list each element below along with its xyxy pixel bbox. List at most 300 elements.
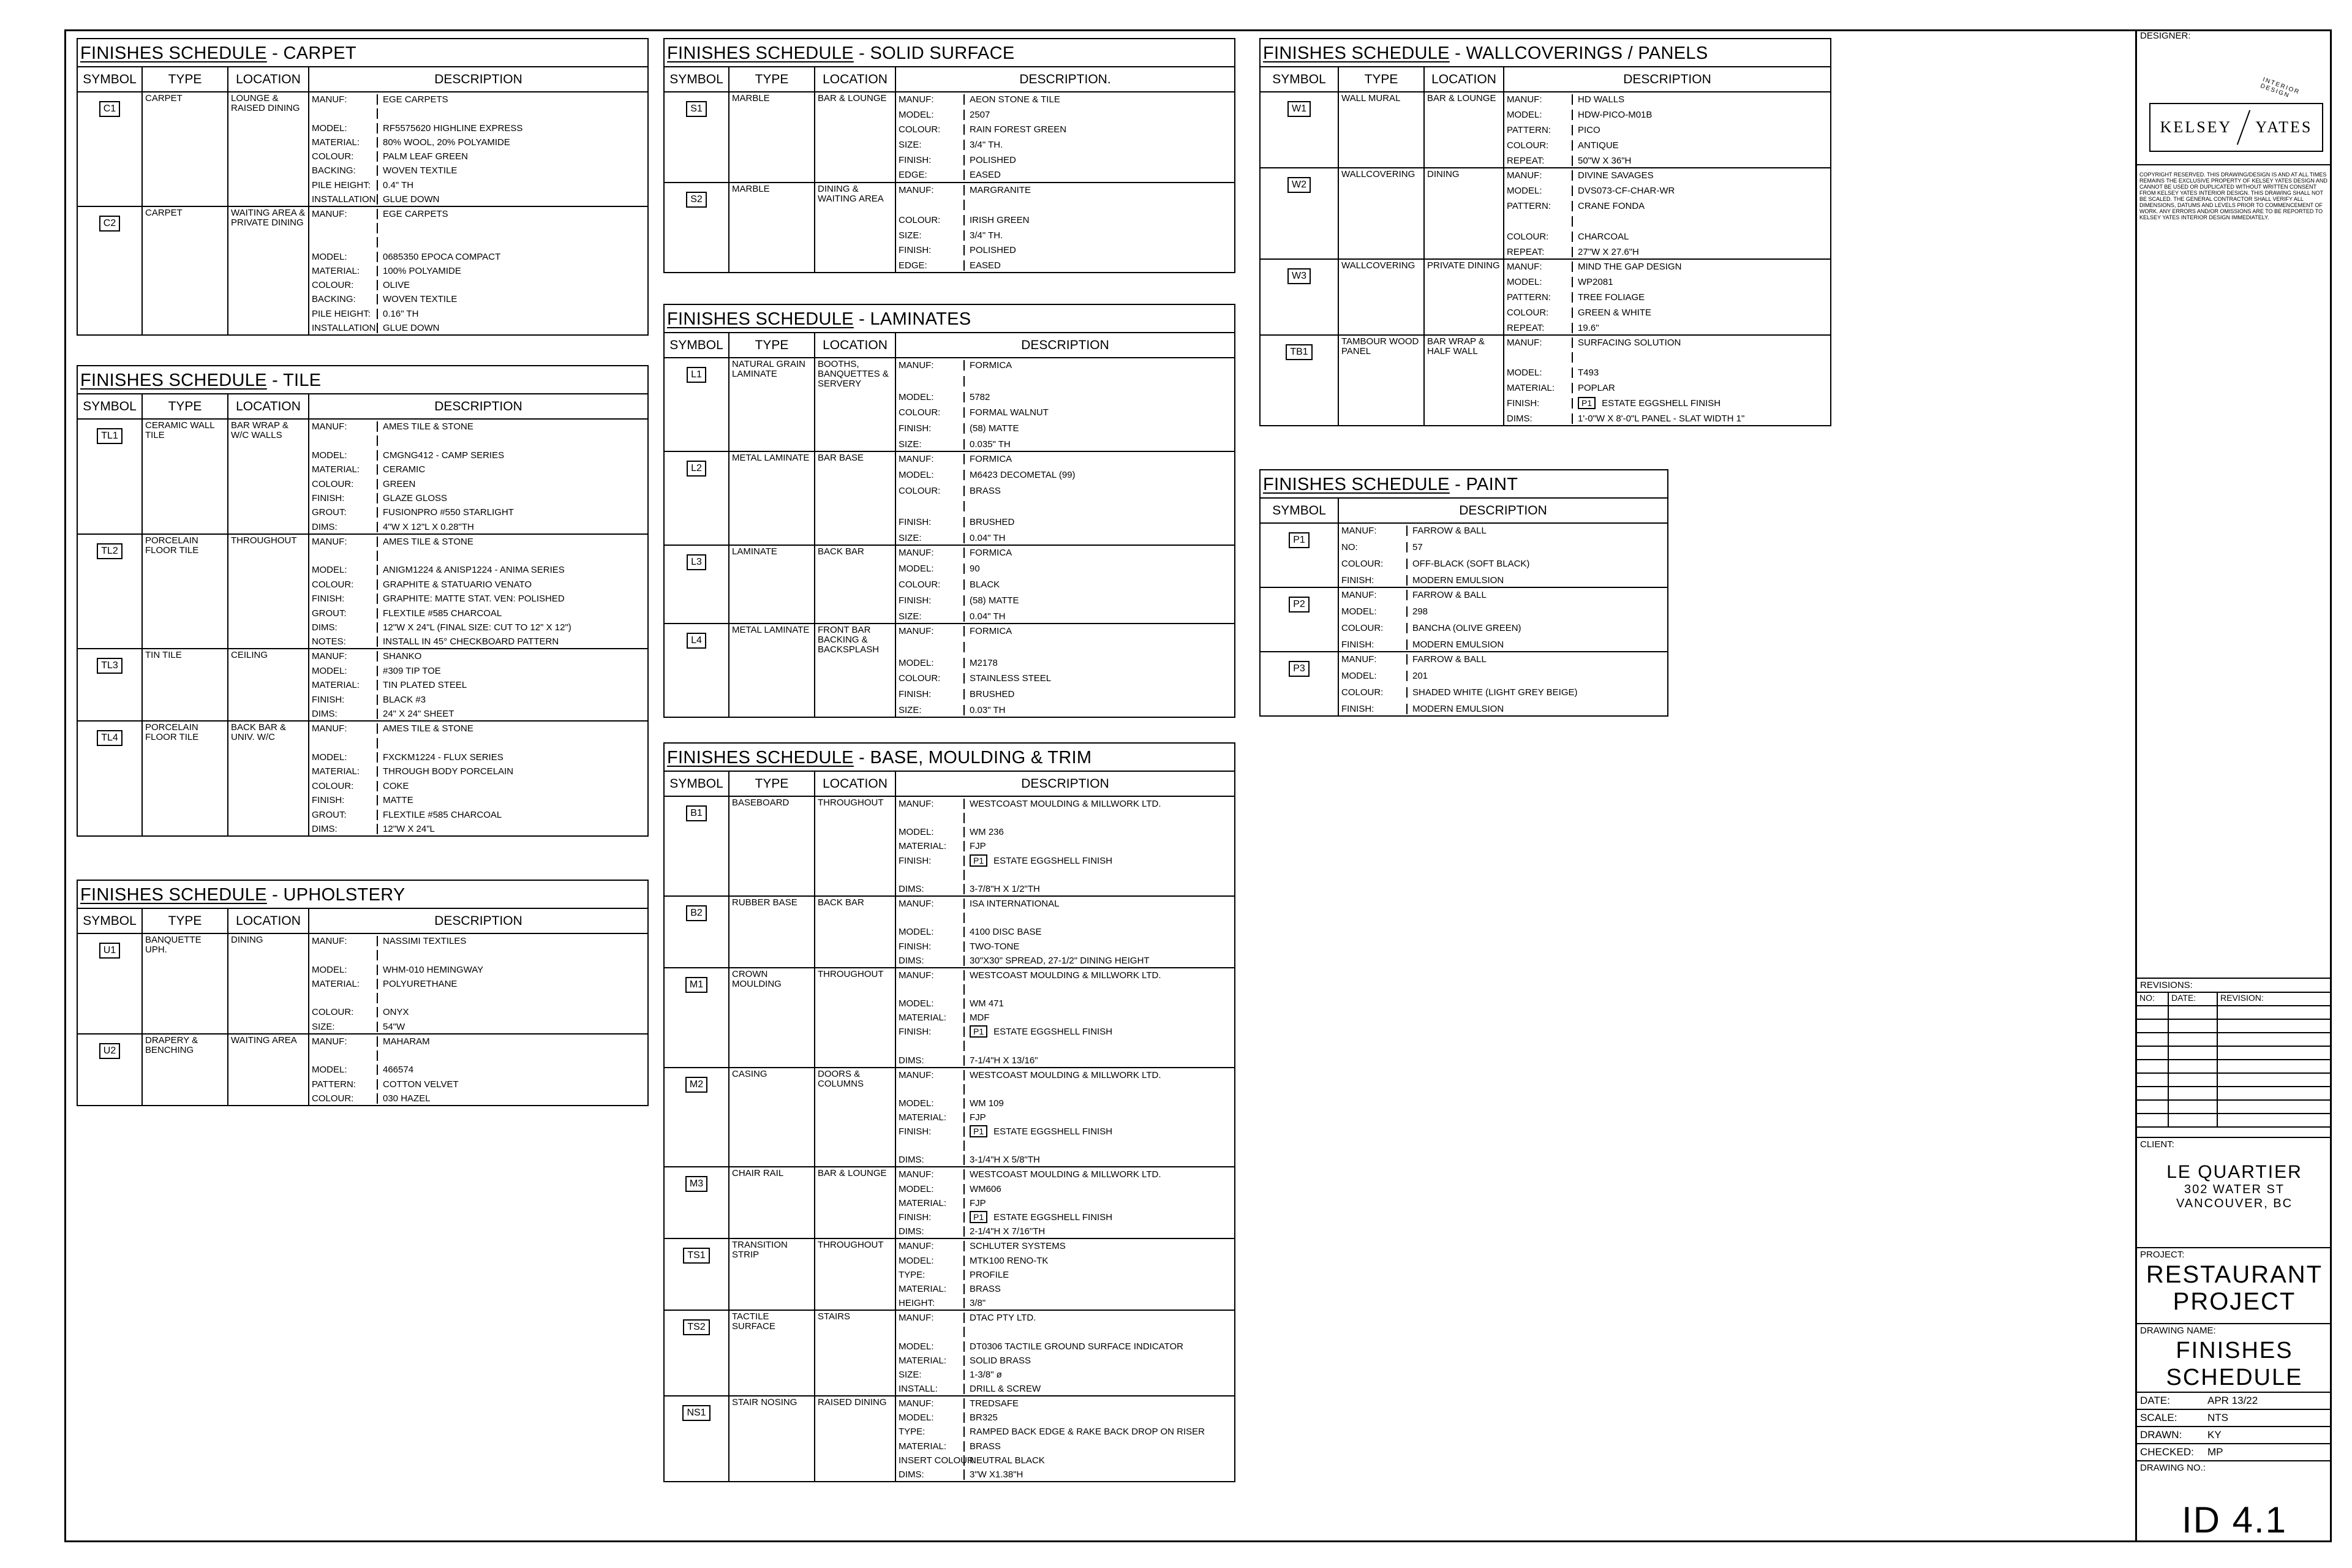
description-key: COLOUR: — [896, 407, 965, 418]
description-key: MODEL: — [309, 123, 378, 134]
description-key: FINISH: — [896, 1027, 965, 1037]
project-section — [2137, 1247, 2332, 1323]
description-line — [309, 810, 647, 820]
table-row — [78, 934, 647, 1035]
description-line — [896, 1184, 1234, 1194]
column-header: DESCRIPTION — [1021, 338, 1109, 352]
description-line — [309, 137, 647, 148]
description-value: WHM-010 HEMINGWAY — [383, 964, 484, 975]
description-key: SIZE: — [896, 1370, 965, 1380]
table-row — [78, 420, 647, 535]
description-key: FINISH: — [1339, 575, 1408, 586]
tile-schedule — [77, 365, 649, 837]
description-key — [896, 376, 965, 386]
description-line — [309, 479, 647, 489]
description-value — [965, 1212, 1112, 1223]
logo — [2149, 103, 2323, 152]
description-value: GRAPHITE & STATUARIO VENATO — [383, 579, 532, 590]
column-header: DESCRIPTION — [434, 399, 522, 413]
symbol-tag: TL1 — [97, 428, 123, 444]
description-value: GREEN — [383, 478, 416, 489]
description-key: MATERIAL: — [896, 1441, 965, 1452]
schedule-title-suffix: - BASE, MOULDING & TRIM — [853, 748, 1092, 767]
schedule-title-suffix: - UPHOLSTERY — [266, 885, 405, 905]
description-key: COLOUR: — [1339, 687, 1408, 698]
description-value — [965, 642, 970, 652]
description-key: MATERIAL: — [1504, 383, 1573, 393]
description-line — [896, 642, 1234, 652]
description-key — [309, 950, 378, 960]
description-line — [896, 94, 1234, 105]
description-value: 3/4" TH. — [970, 140, 1003, 151]
description-value: (58) MATTE — [970, 423, 1019, 434]
table-row — [1261, 524, 1667, 588]
description-line — [309, 464, 647, 475]
drawing-meta-section — [2137, 1392, 2332, 1541]
description-value: AEON STONE & TILE — [970, 94, 1060, 105]
column-header: DESCRIPTION — [434, 914, 522, 928]
description-key: MODEL: — [896, 110, 965, 120]
description-value: MARGRANITE — [970, 184, 1031, 195]
description-value — [965, 870, 970, 880]
checked-label: CHECKED: — [2140, 1446, 2194, 1458]
description-line — [1504, 201, 1830, 211]
solid-body — [665, 92, 1234, 272]
description-key: MODEL: — [309, 666, 378, 676]
revision-cell — [2218, 1087, 2332, 1101]
description-line — [1339, 639, 1667, 650]
description-line — [896, 595, 1234, 606]
description-key — [896, 1041, 965, 1051]
description-line — [896, 533, 1234, 543]
solid-header-row — [665, 67, 1234, 92]
description-key: MATERIAL: — [309, 766, 378, 777]
description-line — [309, 209, 647, 219]
description-line — [896, 1355, 1234, 1366]
description-line — [896, 1198, 1234, 1208]
location-cell: PRIVATE DINING — [1425, 260, 1504, 334]
description-line — [896, 841, 1234, 851]
symbol-cell — [665, 1068, 729, 1167]
paint-ref-text: ESTATE EGGSHELL FINISH — [993, 1212, 1113, 1223]
symbol-tag: M1 — [685, 977, 707, 993]
description-value: WOVEN TEXTILE — [383, 294, 458, 305]
description-value: RAMPED BACK EDGE & RAKE BACK DROP ON RISER — [970, 1427, 1205, 1438]
description-line — [309, 950, 647, 960]
symbol-cell — [78, 722, 143, 835]
description-line — [896, 423, 1234, 434]
symbol-cell — [665, 624, 729, 717]
solid-surface-schedule — [663, 38, 1235, 273]
description-line — [309, 421, 647, 432]
description-line — [896, 1241, 1234, 1251]
description-key: PILE HEIGHT: — [309, 309, 378, 319]
carpet-title — [78, 39, 647, 67]
paint-ref-tag: P1 — [970, 1025, 987, 1038]
description-key — [309, 435, 378, 446]
drawing-name-section — [2137, 1323, 2332, 1392]
description-cell — [896, 546, 1234, 623]
description-key — [309, 1050, 378, 1061]
description-key: MANUF: — [896, 799, 965, 809]
description-value: 50"W X 36"H — [1578, 156, 1632, 166]
description-key: GROUT: — [309, 507, 378, 518]
description-key: MODEL: — [1339, 671, 1408, 681]
description-key: MODEL: — [896, 927, 965, 937]
paint-body — [1261, 524, 1667, 715]
logo-arc-text: INTERIOR DESIGN — [2259, 76, 2301, 100]
description-line — [309, 522, 647, 532]
description-key: COLOUR: — [1339, 559, 1408, 569]
description-value: FORMICA — [970, 625, 1012, 636]
description-value: DT0306 TACTILE GROUND SURFACE INDICATOR — [970, 1341, 1183, 1352]
base-body — [665, 797, 1234, 1481]
column-header: SYMBOL — [1261, 499, 1339, 522]
drawing-name-line2: SCHEDULE — [2166, 1365, 2303, 1390]
type-cell: DRAPERY & BENCHING — [143, 1035, 228, 1105]
description-key: MATERIAL: — [896, 1012, 965, 1023]
description-line — [896, 215, 1234, 225]
description-cell — [896, 1311, 1234, 1395]
symbol-tag: L2 — [687, 461, 706, 477]
type-cell: CROWN MOULDING — [729, 968, 815, 1067]
description-key: COLOUR: — [309, 579, 378, 590]
project-label: PROJECT: — [2140, 1250, 2185, 1260]
description-line — [896, 884, 1234, 894]
description-line — [896, 360, 1234, 371]
type-cell: METAL LAMINATE — [729, 452, 815, 545]
client-label: CLIENT: — [2140, 1139, 2174, 1150]
description-key: DIMS: — [309, 824, 378, 834]
description-value: POLISHED — [970, 154, 1016, 165]
description-key: COLOUR: — [896, 124, 965, 135]
revision-cell — [2169, 1006, 2218, 1020]
description-value: 19.6" — [1578, 322, 1599, 333]
description-line — [309, 766, 647, 777]
laminates-title — [665, 305, 1234, 333]
description-key: COLOUR: — [309, 1093, 378, 1104]
description-value: AMES TILE & STONE — [383, 421, 473, 432]
description-key: FINISH: — [309, 493, 378, 503]
description-key: MODEL: — [896, 470, 965, 480]
symbol-cell — [78, 92, 143, 206]
description-line — [309, 781, 647, 791]
symbol-cell — [78, 535, 143, 649]
description-value — [378, 435, 383, 446]
symbol-cell — [665, 968, 729, 1067]
description-line — [896, 564, 1234, 574]
column-header: SYMBOL — [78, 394, 143, 418]
column-header: TYPE — [143, 67, 228, 91]
symbol-cell — [665, 183, 729, 273]
description-key: COLOUR: — [309, 151, 378, 162]
description-value: PALM LEAF GREEN — [383, 151, 468, 162]
description-cell — [309, 649, 647, 720]
description-line — [896, 1284, 1234, 1294]
description-key — [309, 551, 378, 561]
description-value — [1573, 398, 1721, 409]
description-key: MATERIAL: — [896, 1355, 965, 1366]
location-cell: BACK BAR — [815, 897, 896, 967]
symbol-tag: TL2 — [97, 543, 123, 559]
schedule-title-suffix: - PAINT — [1449, 475, 1518, 494]
description-cell — [309, 1035, 647, 1105]
symbol-cell — [665, 1239, 729, 1310]
description-key: MANUF: — [896, 1169, 965, 1180]
description-line — [309, 936, 647, 946]
description-line — [309, 323, 647, 333]
symbol-tag: TL3 — [97, 658, 123, 674]
description-value: BRASS — [970, 1441, 1001, 1452]
description-value: EASED — [970, 170, 1001, 181]
base-moulding-trim-schedule — [663, 742, 1235, 1482]
description-key: MANUF: — [896, 360, 965, 371]
description-key: MANUF: — [1504, 262, 1573, 272]
symbol-tag: P3 — [1289, 661, 1310, 677]
description-key: SIZE: — [896, 140, 965, 150]
description-key: MANUF: — [896, 454, 965, 464]
description-key: FINISH: — [896, 856, 965, 866]
location-cell: BAR & LOUNGE — [1425, 92, 1504, 167]
description-value: BRASS — [970, 1284, 1001, 1295]
description-line — [896, 611, 1234, 622]
description-value: INSTALL IN 45° CHECKBOARD PATTERN — [383, 636, 559, 647]
table-row — [1261, 92, 1830, 168]
description-value: BLACK #3 — [383, 694, 426, 705]
description-value: 2507 — [970, 109, 990, 120]
revision-cell — [2137, 1087, 2169, 1101]
description-value: WM606 — [970, 1183, 1001, 1194]
description-cell — [309, 207, 647, 334]
description-value: 1-3/8" ø — [970, 1369, 1002, 1380]
description-key: FINISH: — [896, 1126, 965, 1137]
description-line — [896, 856, 1234, 866]
column-header: LOCATION — [815, 772, 896, 796]
description-key: MANUF: — [896, 1241, 965, 1251]
column-header: DESCRIPTION. — [1019, 72, 1111, 86]
description-line — [1504, 277, 1830, 287]
description-line — [1504, 125, 1830, 135]
description-line — [896, 998, 1234, 1009]
symbol-cell — [78, 420, 143, 533]
description-line — [896, 1313, 1234, 1323]
description-key: COLOUR: — [309, 479, 378, 489]
description-value: 466574 — [383, 1065, 414, 1076]
description-line — [896, 1412, 1234, 1423]
type-cell: WALL MURAL — [1339, 92, 1425, 167]
description-value: OFF-BLACK (SOFT BLACK) — [1412, 559, 1530, 569]
description-value: 12"W X 24"L — [383, 823, 435, 834]
table-row — [665, 897, 1234, 968]
paint-title — [1261, 470, 1667, 499]
date-row — [2137, 1393, 2332, 1410]
description-value: BLACK — [970, 579, 1000, 590]
description-value: M6423 DECOMETAL (99) — [970, 469, 1076, 480]
description-line — [309, 1022, 647, 1032]
schedule-title-main: FINISHES SCHEDULE — [1263, 43, 1450, 63]
drawn-value: KY — [2207, 1429, 2222, 1441]
description-key: DIMS: — [309, 709, 378, 719]
description-key: MODEL: — [896, 658, 965, 668]
symbol-tag: TB1 — [1286, 344, 1312, 360]
description-key: COLOUR: — [896, 673, 965, 684]
description-line — [896, 170, 1234, 180]
logo-left: KELSEY — [2160, 118, 2233, 136]
description-line — [309, 608, 647, 619]
description-key: MANUF: — [309, 209, 378, 219]
description-line — [309, 493, 647, 503]
description-value: 57 — [1412, 542, 1423, 552]
description-value: WOVEN TEXTILE — [383, 165, 458, 176]
paint-ref-text: ESTATE EGGSHELL FINISH — [1602, 398, 1721, 409]
description-key: FINISH: — [896, 689, 965, 699]
description-cell — [896, 1068, 1234, 1167]
description-value: HDW-PICO-M01B — [1578, 110, 1653, 120]
column-header: SYMBOL — [665, 67, 729, 91]
description-value: 030 HAZEL — [383, 1093, 431, 1104]
revision-header: NO: — [2137, 993, 2169, 1006]
description-line — [1504, 413, 1830, 424]
description-line — [1504, 110, 1830, 120]
table-row — [78, 722, 647, 835]
description-key: SIZE: — [896, 230, 965, 241]
description-line — [309, 450, 647, 461]
table-row — [78, 649, 647, 722]
symbol-tag: L4 — [687, 633, 706, 649]
description-value: 0.035" TH — [970, 439, 1011, 450]
description-value: 1'-0"W X 8'-0"L PANEL - SLAT WIDTH 1" — [1578, 413, 1745, 424]
description-value: ISA INTERNATIONAL — [970, 898, 1060, 909]
description-value: ANIGM1224 & ANISP1224 - ANIMA SERIES — [383, 565, 565, 576]
description-value: 0.04" TH — [970, 533, 1006, 544]
table-row — [1261, 336, 1830, 425]
description-value: WM 109 — [970, 1098, 1004, 1109]
description-key: FINISH: — [896, 155, 965, 165]
schedule-title-suffix: - CARPET — [266, 43, 356, 63]
description-value: POPLAR — [1578, 383, 1615, 394]
description-line — [309, 94, 647, 105]
description-key: MANUF: — [309, 421, 378, 432]
description-value: HD WALLS — [1578, 94, 1625, 105]
table-row — [78, 207, 647, 334]
description-value — [378, 237, 383, 247]
location-cell: THROUGHOUT — [815, 797, 896, 895]
designer-label: DESIGNER: — [2140, 31, 2191, 41]
description-value: SOLID BRASS — [970, 1355, 1031, 1366]
description-value — [965, 984, 970, 995]
column-header: TYPE — [1339, 67, 1425, 91]
location-cell: BAR BASE — [815, 452, 896, 545]
description-key — [309, 993, 378, 1003]
description-value: FORMICA — [970, 548, 1012, 559]
description-value: 298 — [1412, 606, 1428, 617]
description-cell — [896, 797, 1234, 895]
description-key: FINISH: — [896, 1212, 965, 1223]
symbol-tag: U1 — [99, 943, 120, 959]
description-value — [965, 1140, 970, 1151]
description-value — [1573, 352, 1578, 363]
description-key: COLOUR: — [896, 215, 965, 225]
description-line — [896, 913, 1234, 923]
description-key: MATERIAL: — [896, 1284, 965, 1294]
description-key: MODEL: — [1504, 110, 1573, 120]
description-line — [896, 689, 1234, 699]
scale-label: SCALE: — [2140, 1412, 2177, 1423]
table-row — [665, 1239, 1234, 1311]
description-line — [896, 1341, 1234, 1352]
description-value: FORMAL WALNUT — [970, 407, 1049, 418]
description-line — [309, 123, 647, 134]
description-line — [896, 1140, 1234, 1151]
description-key — [896, 984, 965, 995]
description-value — [965, 1126, 1112, 1137]
description-key: PATTERN: — [309, 1079, 378, 1090]
symbol-tag: P2 — [1289, 597, 1310, 612]
description-line — [309, 636, 647, 647]
description-value: SHADED WHITE (LIGHT GREY BEIGE) — [1412, 687, 1578, 698]
description-key: BACKING: — [309, 294, 378, 304]
laminates-header-row — [665, 333, 1234, 358]
description-key: TYPE: — [896, 1427, 965, 1437]
copyright-text: COPYRIGHT RESERVED. THIS DRAWING/DESIGN IS AND AT ALL TIMES REMAINS THE EXCLUSIVE PROPERTY OF KELSEY YATES DESIGN AND CANNOT BE USED OR DUPLICATED WITHOUT WRITTEN CONSENT FROM KELSEY YATES INTERIOR DESIGN. THIS DRAWING SHALL NOT BE SCALED. THE GENERAL CONTRACTOR SHALL VERIFY ALL DIMENSIONS, DATUMS AND LEVELS PRIOR TO COMMENCEMENT OF WORK. ANY ERRORS AND/OR OMISSIONS ARE TO BE REPORTED TO KELSEY YATES INTERIOR DESIGN IMMEDIATELY. — [2139, 172, 2328, 221]
type-cell: WALLCOVERING — [1339, 260, 1425, 334]
drawn-row — [2137, 1427, 2332, 1444]
description-value: MODERN EMULSION — [1412, 704, 1504, 714]
table-row — [1261, 168, 1830, 259]
description-value: EASED — [970, 260, 1001, 271]
symbol-cell — [78, 207, 143, 334]
type-cell: RUBBER BASE — [729, 897, 815, 967]
description-value: 4"W X 12"L X 0.28"TH — [383, 521, 474, 532]
description-key: INSTALL: — [896, 1384, 965, 1394]
table-row — [665, 452, 1234, 546]
table-row — [78, 92, 647, 207]
description-line — [896, 984, 1234, 995]
client-address-line2: VANCOUVER, BC — [2176, 1197, 2293, 1210]
tile-header-row — [78, 394, 647, 420]
revision-cell — [2169, 1101, 2218, 1114]
description-value: FARROW & BALL — [1412, 526, 1487, 536]
column-header: LOCATION — [228, 909, 309, 933]
description-line — [896, 956, 1234, 966]
laminates-body — [665, 358, 1234, 717]
description-line — [1339, 704, 1667, 714]
revision-cell — [2218, 1047, 2332, 1060]
description-key: MODEL: — [896, 827, 965, 837]
description-value: TWO-TONE — [970, 941, 1020, 952]
description-key: DIMS: — [896, 1469, 965, 1480]
revision-cell — [2137, 1074, 2169, 1087]
description-key: MANUF: — [896, 970, 965, 981]
table-row — [78, 535, 647, 650]
description-cell — [896, 1239, 1234, 1310]
description-key: SIZE: — [896, 611, 965, 622]
description-key: MODEL: — [309, 965, 378, 975]
description-key: FINISH: — [896, 423, 965, 434]
revision-cell — [2137, 1060, 2169, 1074]
description-value: STAINLESS STEEL — [970, 673, 1052, 684]
symbol-cell — [665, 897, 729, 967]
table-row — [665, 546, 1234, 624]
logo-slash — [2237, 110, 2250, 145]
description-key — [896, 1327, 965, 1337]
description-key — [309, 738, 378, 748]
revision-cell — [2137, 1006, 2169, 1020]
description-line — [896, 927, 1234, 937]
table-row — [665, 968, 1234, 1068]
description-key: MANUF: — [309, 1036, 378, 1047]
description-value: SCHLUTER SYSTEMS — [970, 1241, 1066, 1252]
